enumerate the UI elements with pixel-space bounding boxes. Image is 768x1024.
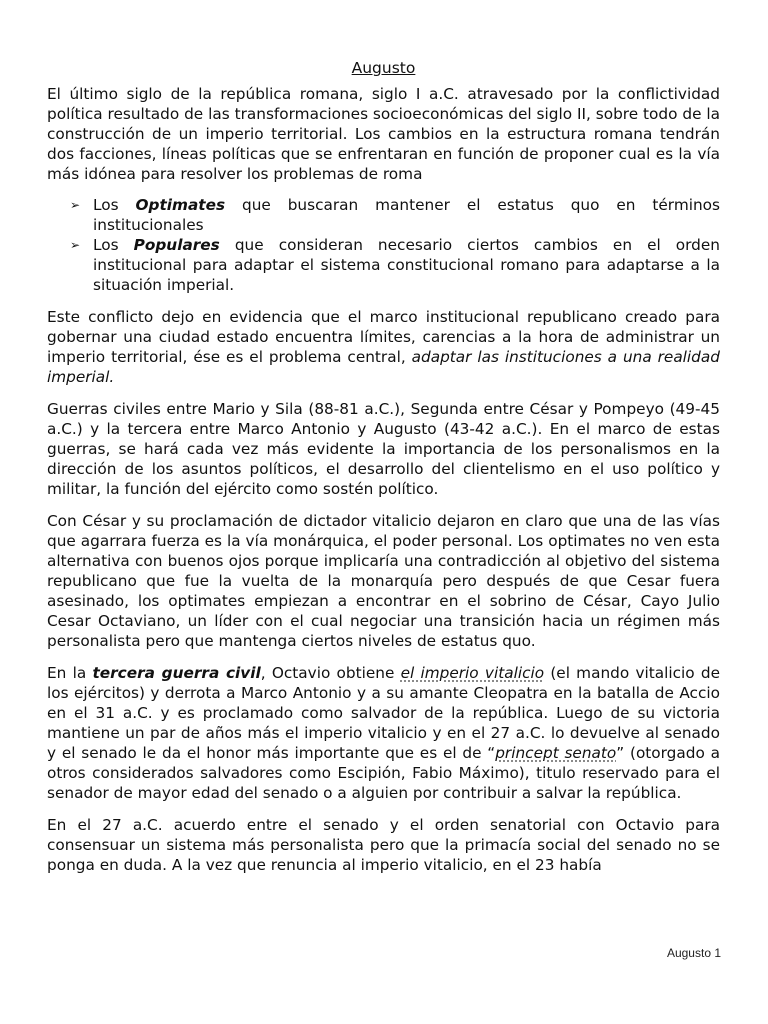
paragraph-4: Con César y su proclamación de dictador vitalicio dejaron en claro que una de las vías que agarrara fuerza es la vía monárquica, el poder personal. Los optimates no ven esta alternativa con buenos ojos porque implicaría una contradicción al objetivo del sistema republicano que fue la vuelta de la monarquía pero después de que Cesar fuera asesinado, los optimates empiezan a encontrar en el sobrino de César, Cayo Julio Cesar Octaviano, un líder con el cual negociar una transición hacia un régimen más personalista pero que mantenga ciertos niveles de estatus quo. — [47, 512, 720, 650]
paragraph-6: En el 27 a.C. acuerdo entre el senado y el orden senatorial con Octavio para consensuar un sistema más personalista pero que la primacía social del senado no se ponga en duda. A la vez que renuncia al imperio vitalicio, en el 23 había — [47, 816, 720, 874]
paragraph-text: (el mando vitalicio de los ejércitos) y derrota a Marco Antonio y a su amante Cleopatra en la batalla de Accio en el 31 a.C. y es proclamado como salvador de la república. Luego de su victoria mantiene un par de años más el imperio vitalicio y en el 27 a.C. lo devuelve al senado y el senado le da el honor más importante que es el de “ — [47, 664, 720, 762]
list-item-text: que consideran necesario ciertos cambios en el orden institucional para adaptar el sistema constitucional romano para adaptarse a la situación imperial. — [93, 236, 720, 294]
term-populares: Populares — [133, 236, 220, 254]
arrow-bullet-icon: ➢ — [70, 238, 81, 252]
paragraph-text: , Octavio obtiene — [260, 664, 401, 682]
arrow-bullet-icon: ➢ — [70, 198, 81, 212]
factions-list — [47, 195, 720, 295]
paragraph-5 — [47, 663, 720, 803]
paragraph-1: El último siglo de la república romana, siglo I a.C. atravesado por la conflictividad política resultado de las transformaciones socioeconómicas del siglo II, sobre todo de la construcción de un imperio territorial. Los cambios en la estructura romana tendrán dos facciones, líneas políticas que se enfrentaran en función de proponer cual es la vía más idónea para resolver los problemas de roma — [47, 85, 720, 183]
page-footer: Augusto 1 — [666, 946, 721, 960]
term-princept-senato: princept senato — [495, 744, 617, 762]
list-item-text: que buscaran mantener el estatus quo en términos institucionales — [93, 196, 720, 234]
term-imperio-vitalicio: el imperio vitalicio — [400, 664, 545, 682]
paragraph-3: Guerras civiles entre Mario y Sila (88-81 a.C.), Segunda entre César y Pompeyo (49-45 a.C.) y la tercera entre Marco Antonio y Augusto (43-42 a.C.). En el marco de estas guerras, se hará cada vez más evidente la importancia de los personalismos en la dirección de los asuntos políticos, el desarrollo del clientelismo en el uso político y militar, la función del ejército como sostén político. — [47, 400, 720, 498]
paragraph-text: En la — [47, 664, 93, 682]
term-tercera-guerra-civil: tercera guerra civil — [92, 664, 261, 682]
list-item-text: Los — [93, 236, 134, 254]
list-item-optimates — [70, 195, 720, 235]
paragraph-text: Este conflicto dejo en evidencia que el marco institucional republicano creado para gobernar una ciudad estado encuentra límites, carencias a la hora de administrar un imperio territorial, ése es el problema central, — [47, 308, 720, 366]
list-item-populares — [70, 235, 720, 295]
document-page — [47, 58, 720, 887]
paragraph-text: ” (otorgado a otros considerados salvadores como Escipión, Fabio Máximo), titulo reservado para el senador de mayor edad del senado o a alguien por contribuir a salvar la república. — [47, 744, 720, 802]
paragraph-2 — [47, 307, 720, 387]
list-item-text: Los — [93, 196, 136, 214]
document-title: Augusto — [351, 59, 416, 77]
emphasis-text: adaptar las instituciones a una realidad imperial. — [47, 348, 720, 386]
term-optimates: Optimates — [135, 196, 226, 214]
